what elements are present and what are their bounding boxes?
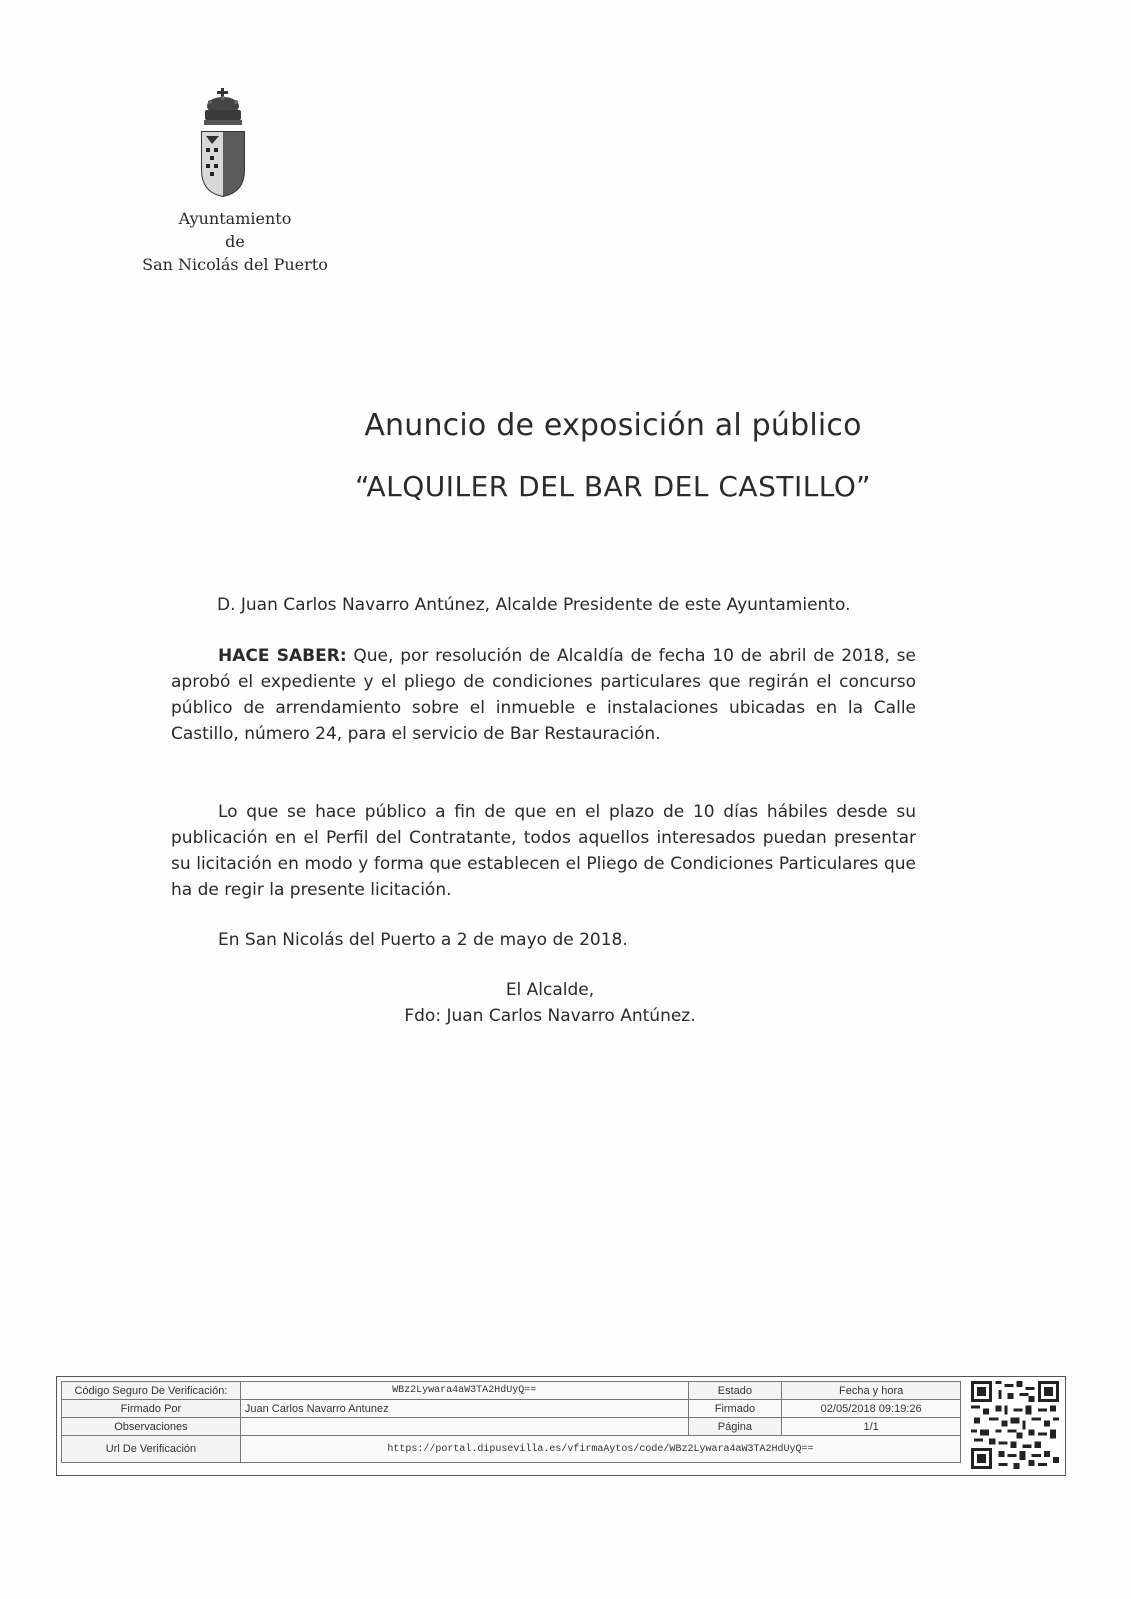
signature-name: Fdo: Juan Carlos Navarro Antúnez.	[404, 1006, 696, 1026]
table-row	[62, 1382, 961, 1400]
observations-value	[240, 1418, 688, 1436]
issuer-line-1: Ayuntamiento	[178, 209, 292, 228]
document-title: Anuncio de exposición al público	[364, 408, 862, 443]
issuer-block	[130, 207, 340, 276]
csv-label: Código Seguro De Verificación:	[62, 1382, 241, 1400]
document-subject: “ALQUILER DEL BAR DEL CASTILLO”	[355, 470, 871, 503]
notice-lead: HACE SABER:	[218, 646, 347, 666]
page-label: Página	[688, 1418, 782, 1436]
signature-block	[330, 977, 770, 1029]
signed-by-value: Juan Carlos Navarro Antunez	[240, 1400, 688, 1418]
signed-by-label: Firmado Por	[62, 1400, 241, 1418]
intro-paragraph: D. Juan Carlos Navarro Antúnez, Alcalde Presidente de este Ayuntamiento.	[217, 595, 851, 615]
public-paragraph: Lo que se hace público a fin de que en el plazo de 10 días hábiles desde su publicación en el Perfil del Contratante, todos aquellos interesados puedan presentar su licitación en modo y forma que establecen el Pliego de Condiciones Particulares que ha de regir la presente licitación.	[171, 802, 916, 900]
table-row	[62, 1418, 961, 1436]
notice-text: Que, por resolución de Alcaldía de fecha 10 de abril de 2018, se aprobó el expediente y el pliego de condiciones particulares que regirán el concurso público de arrendamiento sobre el inmueble e instalaciones ubicadas en la Calle Castillo, número 24, para el servicio de Bar Restauración.	[171, 646, 916, 744]
verification-box	[56, 1376, 1066, 1476]
qr-code-icon	[971, 1381, 1059, 1469]
verification-table	[61, 1381, 961, 1463]
observations-label: Observaciones	[62, 1418, 241, 1436]
place-date: En San Nicolás del Puerto a 2 de mayo de 2018.	[218, 930, 628, 950]
page-value: 1/1	[782, 1418, 961, 1436]
table-row	[62, 1436, 961, 1463]
status-value: Firmado	[688, 1400, 782, 1418]
url-value[interactable]: https://portal.dipusevilla.es/vfirmaAytos/code/WBz2Lywara4aW3TA2HdUyQ==	[240, 1436, 960, 1463]
coat-of-arms-icon	[196, 88, 250, 198]
datetime-label: Fecha y hora	[782, 1382, 961, 1400]
url-label: Url De Verificación	[62, 1436, 241, 1463]
signature-role: El Alcalde,	[505, 980, 595, 1000]
issuer-line-2: de	[225, 232, 245, 251]
issuer-line-3: San Nicolás del Puerto	[142, 255, 328, 274]
status-label: Estado	[688, 1382, 782, 1400]
datetime-value: 02/05/2018 09:19:26	[782, 1400, 961, 1418]
notice-paragraph	[171, 643, 916, 747]
table-row	[62, 1400, 961, 1418]
csv-value: WBz2Lywara4aW3TA2HdUyQ==	[240, 1382, 688, 1400]
